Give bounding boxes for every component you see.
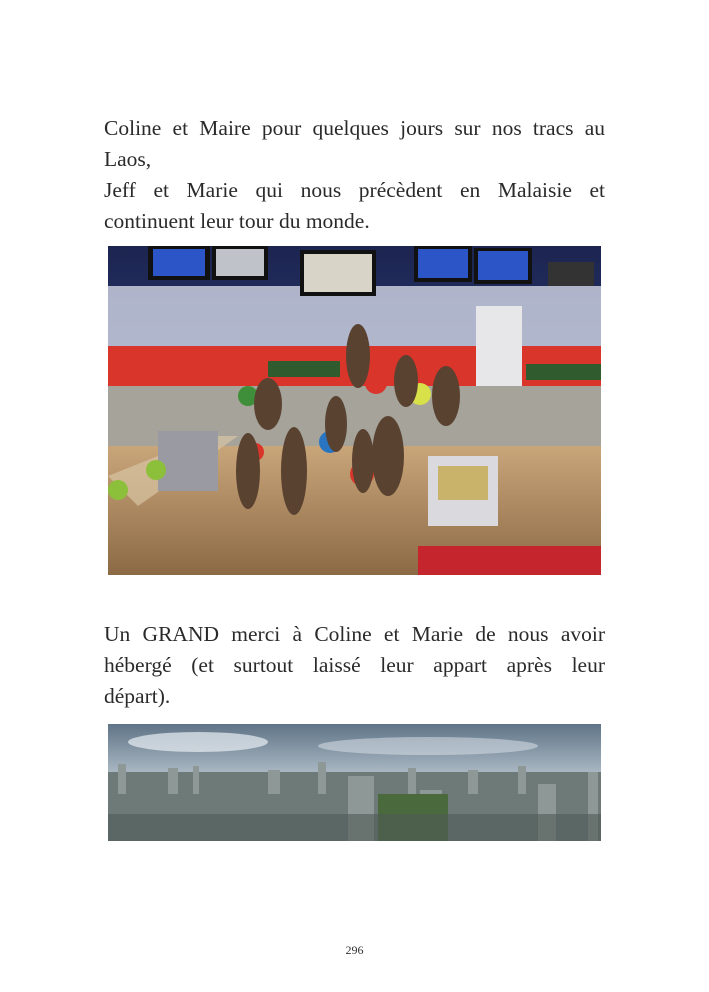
city-panorama-photo — [108, 724, 601, 841]
bowling-group-photo — [108, 246, 601, 575]
paragraph-line: Jeff et Marie qui nous précèdent en Malaisie et — [104, 178, 605, 202]
paragraph-line: hébergé (et surtout laissé leur appart après leur — [104, 653, 605, 677]
paragraph-line: Un GRAND merci à Coline et Marie de nous avoir — [104, 622, 605, 646]
paragraph-line: départ). — [104, 684, 171, 708]
bowling-photo-illustration — [108, 246, 601, 575]
panorama-illustration — [108, 724, 601, 841]
paragraph-intro — [104, 113, 605, 237]
paragraph-thanks — [104, 619, 605, 712]
page-number: 296 — [345, 943, 364, 957]
paragraph-line: Coline et Maire pour quelques jours sur nos tracs au — [104, 116, 605, 140]
paragraph-line: continuent leur tour du monde. — [104, 209, 370, 233]
paragraph-line: Laos, — [104, 147, 152, 171]
